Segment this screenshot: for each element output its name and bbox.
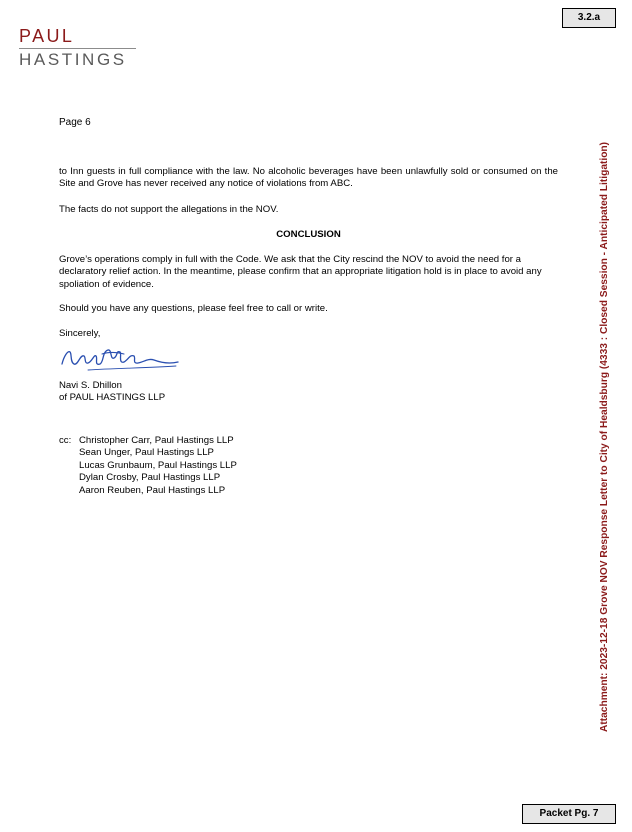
logo-divider [19,48,136,49]
cc-recipient: Sean Unger, Paul Hastings LLP [79,447,214,459]
paragraph-questions: Should you have any questions, please feel free to call or write. [59,303,328,314]
signer-firm: of PAUL HASTINGS LLP [59,392,166,404]
attachment-sidebar-label: Attachment: 2023-12-18 Grove NOV Response Letter to City of Healdsburg (4333 : Closed Session - Anticipated Litigation) [599,141,610,732]
conclusion-heading: CONCLUSION [276,229,341,240]
cc-recipient: Lucas Grunbaum, Paul Hastings LLP [79,459,237,471]
paragraph-compliance: to Inn guests in full compliance with the law. No alcoholic beverages have been unlawfully sold or consumed on the Site and Grove has never received any notice of violations from ABC. [59,166,558,190]
logo-bottom-text: HASTINGS [19,50,127,69]
logo-top-text: PAUL [19,26,75,46]
closing-salutation: Sincerely, [59,328,101,339]
paragraph-facts: The facts do not support the allegations in the NOV. [59,204,279,215]
paul-hastings-logo [19,27,136,69]
signer-name: Navi S. Dhillon [59,380,122,391]
agenda-item-tag: 3.2.a [562,8,616,28]
cc-recipient: Dylan Crosby, Paul Hastings LLP [79,472,221,484]
handwritten-signature [58,344,182,374]
cc-list [59,435,237,497]
cc-recipient: Aaron Reuben, Paul Hastings LLP [79,484,226,496]
cc-recipient: Christopher Carr, Paul Hastings LLP [79,435,234,446]
page-number: Page 6 [59,117,91,128]
signature-block [59,380,165,405]
paragraph-conclusion: Grove’s operations comply in full with the Code. We ask that the City rescind the NOV to avoid the need for a declaratory relief action. In the meantime, please confirm that an appropriate litigation hold is in place to avoid any spoliation of evidence. [59,254,542,290]
cc-label: cc: [59,435,72,446]
packet-page-tag: Packet Pg. 7 [522,804,616,824]
